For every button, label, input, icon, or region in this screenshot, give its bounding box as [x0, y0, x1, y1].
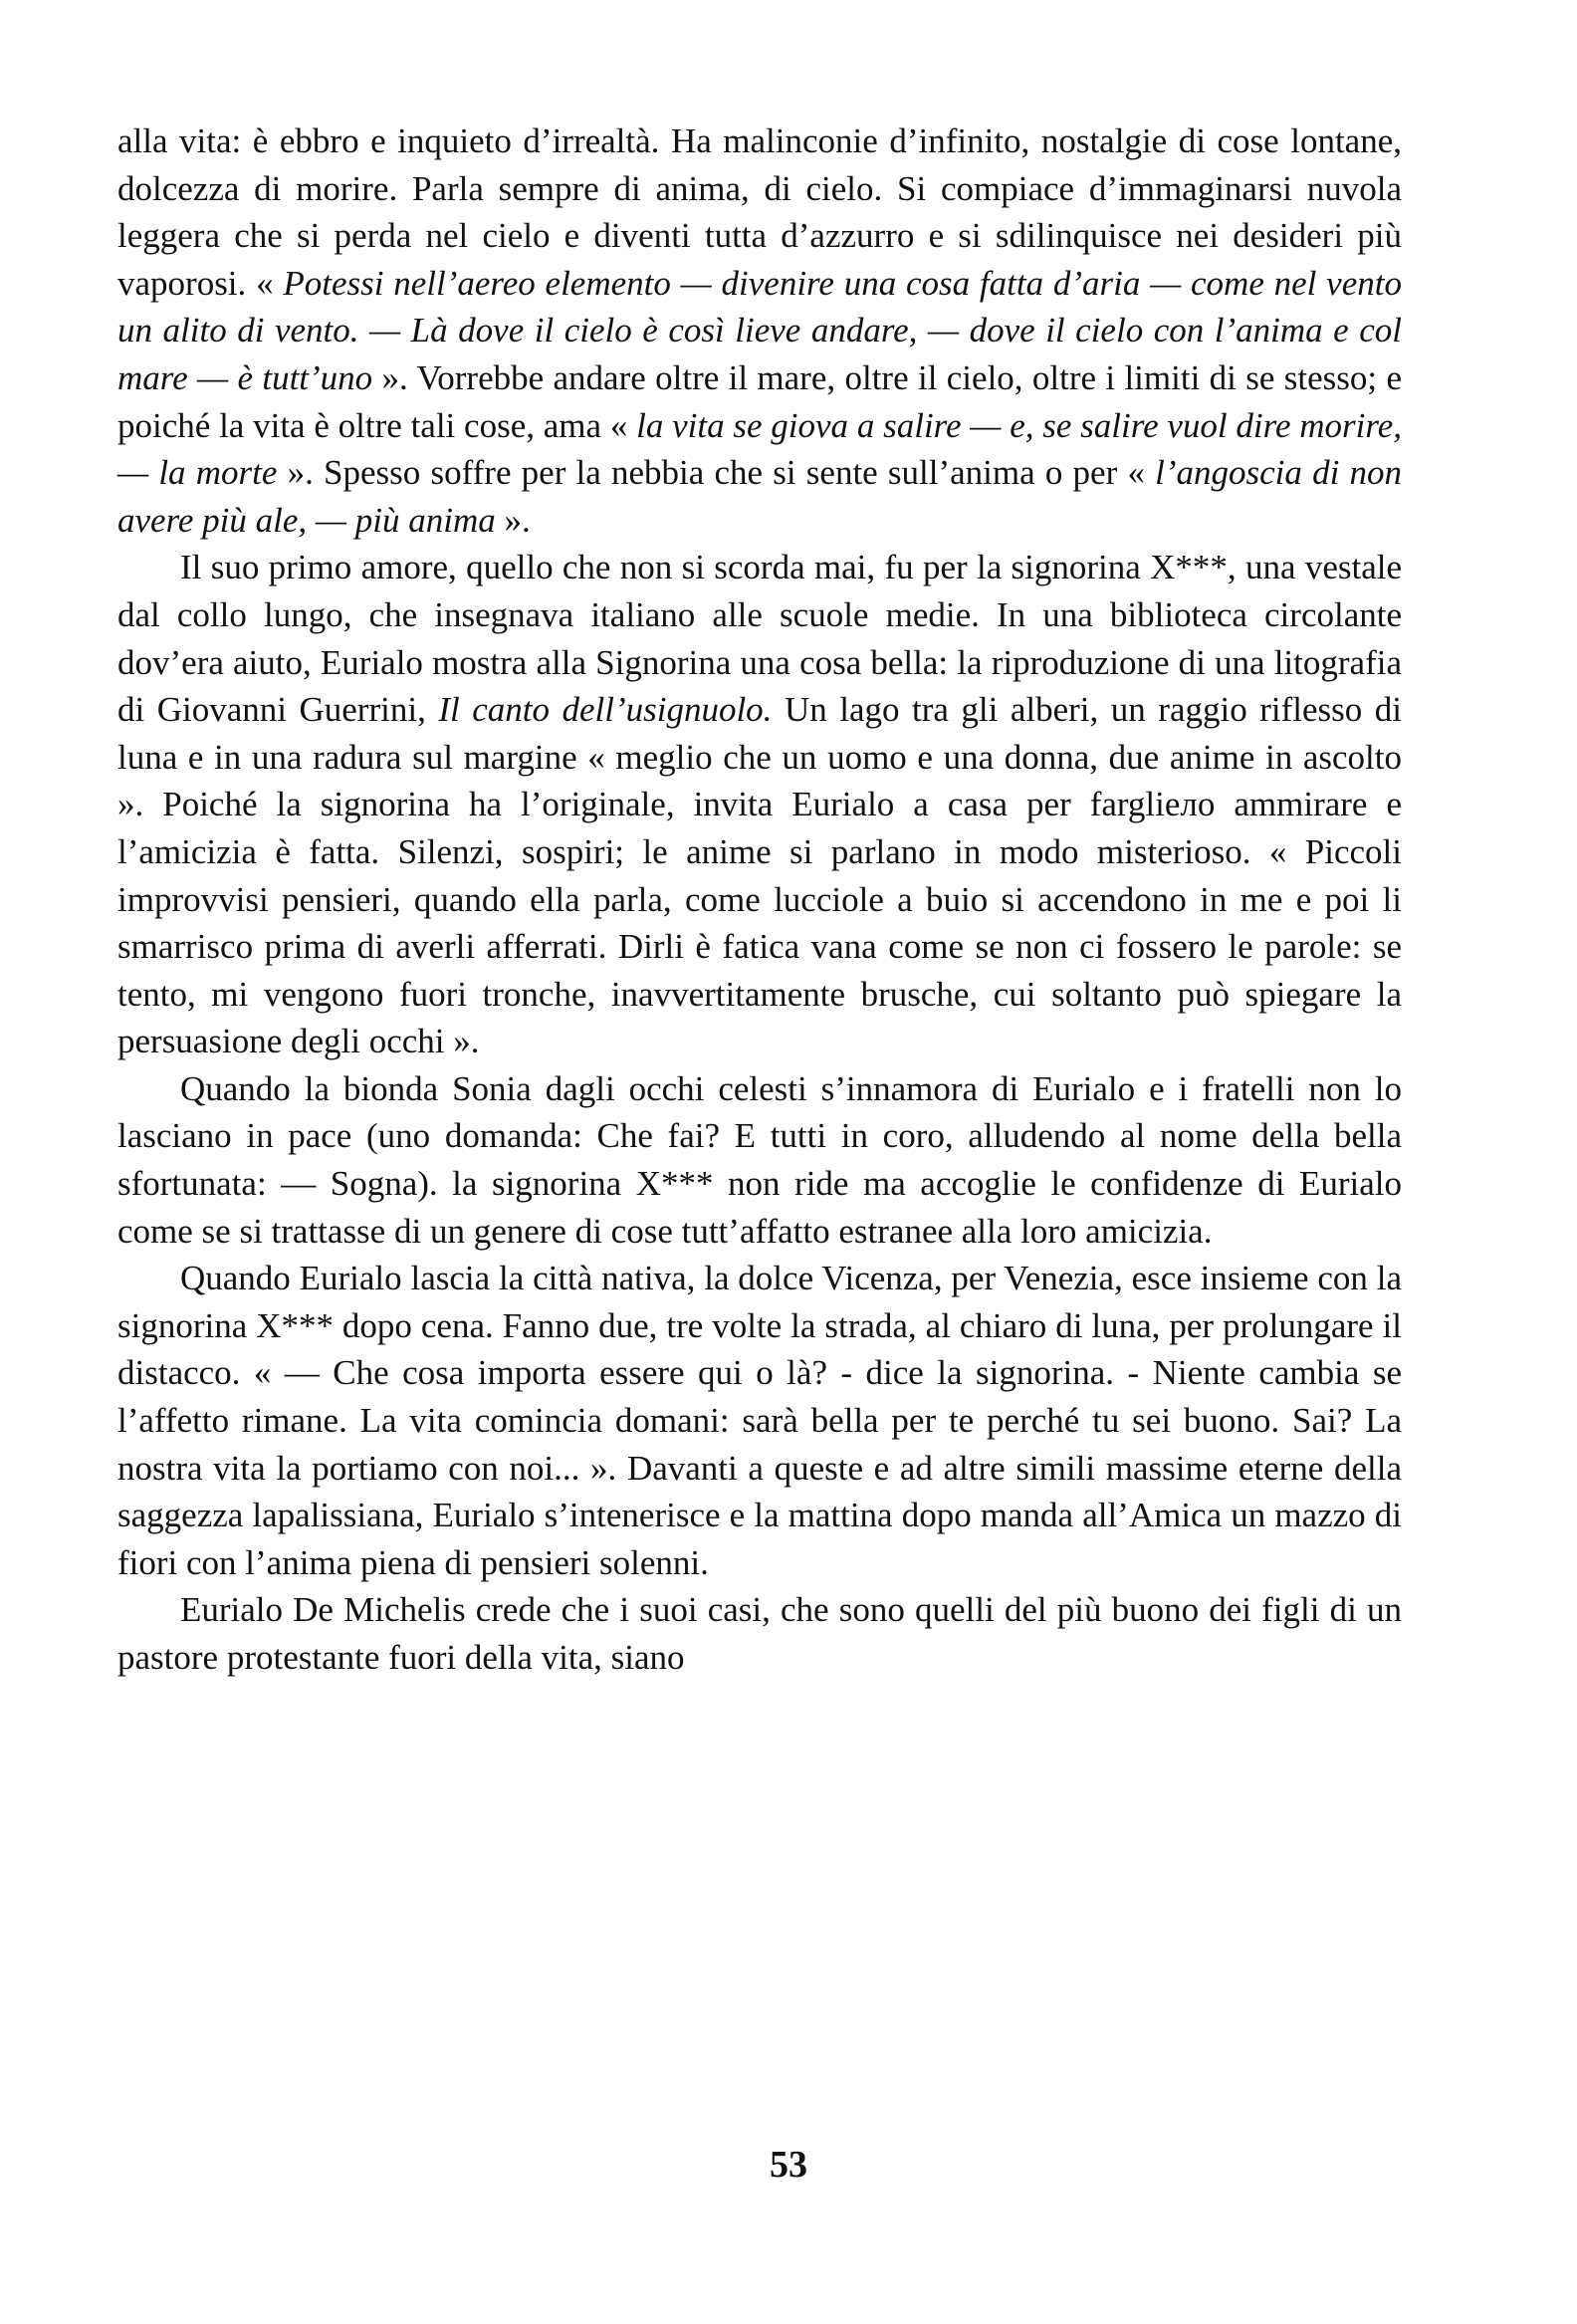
- text-run: Eurialo De Michelis crede che i suoi casi, che sono quelli del più buono dei figli di un pastore protestante fuori della vita, siano: [117, 1590, 1402, 1677]
- italic-quote: l’angoscia di non avere più ale, — più anima: [117, 453, 1403, 540]
- text-run: Un lago tra gli alberi, un raggio riflesso di luna e in una radura sul margine « meglio che un uomo e una donna, due anime in ascolto ». Poiché la signorina ha l’originale, invita Eurialo a casa per fargliело ammirare e l’amicizia è fatta. Silenzi, sospiri; le anime si parlano in modo misterioso. « Piccoli improvvisi pensieri, quando ella parla, come lucciole a buio si accendono in me e poi li smarrisco prima di averli afferrati. Dirli è fatica vana come se non ci fossero le parole: se tento, mi vengono fuori tronche, inavvertitamente brusche, cui soltanto può spiegare la persuasione degli occhi ».: [117, 690, 1402, 1061]
- text-run: Quando la bionda Sonia dagli occhi celesti s’innamora di Eurialo e i fratelli non lo lasciano in pace (uno domanda: Che fai? E tutti in coro, alludendo al nome della bella sfortunata: — Sogna). la signorina X*** non ride ma accoglie le confidenze di Eurialo come se si trattasse di un genere di cose tutt’affatto estranee alla loro amicizia.: [117, 1068, 1402, 1251]
- page-body: [117, 117, 1402, 1682]
- text-run: ». Vorrebbe andare oltre il mare, oltre il cielo, oltre i limiti di se stesso; e poiché la vita è oltre tali cose, ama «: [117, 357, 1402, 445]
- page-number: 53: [770, 2144, 807, 2186]
- italic-title: Il canto dell’usignuolo.: [438, 690, 773, 730]
- paragraph-3: [117, 1065, 1402, 1255]
- text-run: ».: [495, 500, 531, 540]
- text-run: Il suo primo amore, quello che non si scorda mai, fu per la signorina X***, una vestale dal collo lungo, che insegnava italiano alle scuole medie. In una biblioteca circolante dov’era aiuto, Eurialo mostra alla Signorina una cosa bella: la riproduzione di una litografia di Giovanni Guerrini,: [117, 548, 1402, 730]
- italic-quote: la vita se giova a salire — e, se salire vuol dire morire, — la morte: [117, 405, 1402, 493]
- paragraph-1: [117, 117, 1402, 544]
- paragraph-5: [117, 1586, 1402, 1681]
- text-run: alla vita: è ebbro e inquieto d’irrealtà. Ha malinconie d’infinito, nostalgie di cose lontane, dolcezza di morire. Parla sempre di anima, di cielo. Si compiace d’immaginarsi nuvola leggera che si perda nel cielo e diventi tutta d’azzurro e si sdilinquisce nei desideri più vaporosi. «: [117, 121, 1402, 303]
- text-run: Quando Eurialo lascia la città nativa, la dolce Vicenza, per Venezia, esce insieme con la signorina X*** dopo cena. Fanno due, tre volte la strada, al chiaro di luna, per prolungare il distacco. « — Che cosa importa essere qui o là? - dice la signorina. - Niente cambia se l’affetto rimane. La vita comincia domani: sarà bella per te perché tu sei buono. Sai? La nostra vita la portiamo con noi... ». Davanti a queste e ad altre simili massime eterne della saggezza lapalissiana, Eurialo s’intenerisce e la mattina dopo manda all’Amica un mazzo di fiori con l’anima piena di pensieri solenni.: [117, 1259, 1402, 1582]
- text-run: ». Spesso soffre per la nebbia che si sente sull’anima o per «: [277, 453, 1156, 493]
- italic-quote: Potessi nell’aereo elemento — divenire una cosa fatta d’aria — come nel vento un alito di vento. — Là dove il cielo è così lieve andare, — dove il cielo con l’anima e col mare — è tutt’uno: [117, 263, 1402, 397]
- paragraph-4: [117, 1255, 1402, 1586]
- paragraph-2: [117, 544, 1402, 1065]
